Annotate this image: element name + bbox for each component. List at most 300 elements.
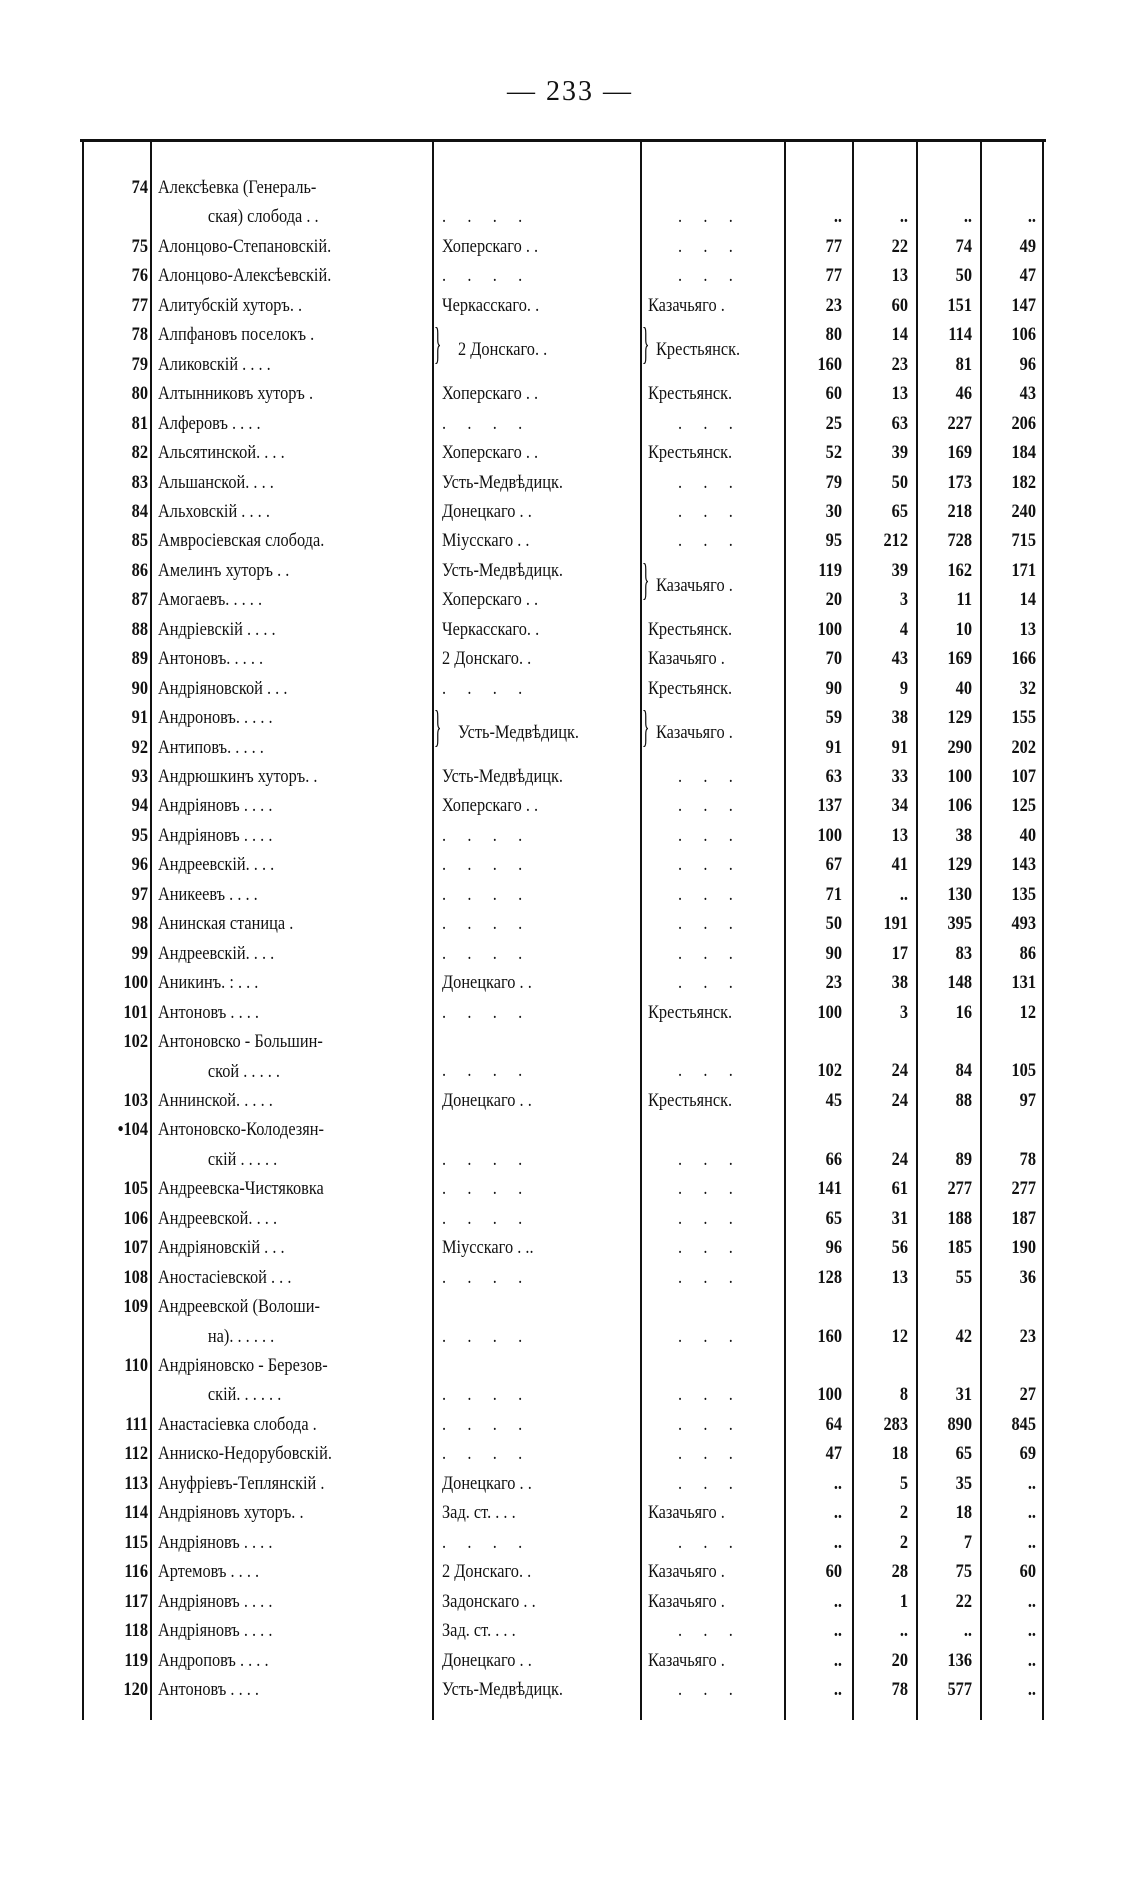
value-col-3: 22 [955, 1590, 972, 1612]
value-col-2: .. [899, 883, 908, 905]
row-number: 77 [131, 294, 148, 316]
value-col-1: 20 [825, 589, 842, 611]
value-col-2: 3 [899, 1001, 908, 1023]
settlement-name [158, 1469, 390, 1498]
value-col-1: 100 [817, 618, 842, 640]
value-col-1: 96 [825, 1237, 842, 1259]
value-col-3: 38 [955, 824, 972, 846]
value-col-3: 577 [947, 1678, 972, 1700]
value-col-2: 212 [883, 530, 908, 552]
row-number: 75 [131, 235, 148, 257]
brace-icon: } [642, 702, 650, 752]
value-col-1: 52 [825, 442, 842, 464]
value-col-2: 18 [891, 1443, 908, 1465]
settlement-name [158, 1351, 390, 1410]
value-col-4: 240 [1011, 500, 1036, 522]
row-number: 118 [124, 1620, 148, 1642]
value-col-3: 100 [947, 766, 972, 787]
value-col-2: 24 [891, 1089, 908, 1111]
district: . . . . [442, 942, 531, 964]
value-col-2: 78 [891, 1678, 908, 1700]
settlement-name-line: Андріяновской . . . [158, 677, 288, 699]
settlement-name [158, 350, 390, 379]
value-col-2: 283 [883, 1413, 908, 1435]
settlement-name [158, 261, 390, 290]
value-col-3: 277 [947, 1178, 972, 1200]
table-row [82, 1675, 1044, 1704]
settlement-name [158, 173, 390, 232]
value-col-3: 136 [947, 1649, 972, 1671]
brace-icon: } [642, 554, 650, 604]
value-col-1: .. [833, 1649, 842, 1671]
table-row [82, 850, 1044, 879]
settlement-name-line: Аннинской. . . . . [158, 1089, 273, 1111]
value-col-3: 7 [963, 1531, 972, 1553]
settlement-name [158, 1086, 390, 1115]
district: . . . . [442, 1443, 531, 1465]
table-row [82, 939, 1044, 968]
district: . . . . [442, 1207, 531, 1229]
settlement-type: Казачьяго . [648, 1561, 725, 1583]
settlement-name-line: Андреевскій. . . . [158, 942, 275, 964]
value-col-2: 31 [891, 1207, 908, 1229]
value-col-2: 8 [899, 1384, 908, 1406]
value-col-1: 64 [825, 1413, 842, 1435]
row-number: 79 [131, 353, 148, 375]
value-col-3: 129 [947, 854, 972, 876]
settlement-type: . . . [678, 471, 742, 493]
settlement-type: Казачьяго . [648, 294, 725, 316]
value-col-1: 91 [825, 736, 842, 758]
settlement-type: . . . [678, 1178, 742, 1200]
value-col-3: 162 [947, 559, 972, 581]
district: . . . . [442, 1060, 531, 1082]
district: . . . . [442, 1001, 531, 1023]
value-col-2: 41 [891, 854, 908, 876]
value-col-3: .. [963, 206, 972, 228]
settlement-name [158, 379, 390, 408]
table-row [82, 644, 1044, 673]
value-col-1: 67 [825, 854, 842, 876]
value-col-4: 845 [1011, 1413, 1036, 1435]
value-col-2: 38 [891, 707, 908, 729]
value-col-4: .. [1027, 1590, 1036, 1612]
settlement-type: . . . [678, 883, 742, 905]
row-number: 80 [131, 383, 148, 405]
settlement-name [158, 1439, 390, 1468]
settlement-name-line: Андріяновъ . . . . [158, 1531, 273, 1553]
value-col-2: 17 [891, 942, 908, 964]
settlement-name [158, 850, 390, 879]
row-number: 106 [123, 1207, 148, 1229]
settlement-type: Крестьянск. [648, 618, 733, 640]
row-number: 92 [131, 736, 148, 758]
table-top-border [80, 139, 1046, 142]
value-col-2: 23 [891, 353, 908, 375]
value-col-1: 119 [818, 559, 842, 581]
settlement-name [158, 909, 390, 938]
settlement-name [158, 526, 390, 555]
table-row [82, 1027, 1044, 1086]
settlement-type: . . . [678, 1266, 742, 1288]
row-number: 99 [131, 942, 148, 964]
table-row [82, 1292, 1044, 1351]
brace-icon: } [434, 702, 442, 752]
row-number: 91 [131, 707, 148, 729]
value-col-1: .. [833, 1502, 842, 1524]
table-row [82, 585, 1044, 614]
settlement-type: . . . [678, 1325, 742, 1347]
district: . . . . [442, 1178, 531, 1200]
settlement-name-line: Аностасіевской . . . [158, 1266, 292, 1288]
settlement-name-line: Андреевскій. . . . [158, 854, 275, 876]
district: Донецкаго . . [442, 1649, 532, 1671]
settlement-name [158, 674, 390, 703]
value-col-3: 35 [955, 1472, 972, 1494]
settlement-type: . . . [678, 1620, 742, 1642]
value-col-1: 80 [825, 324, 842, 346]
settlement-name [158, 703, 390, 732]
value-col-2: 12 [891, 1325, 908, 1347]
table-row [82, 762, 1044, 791]
value-col-1: 65 [825, 1207, 842, 1229]
settlement-name [158, 497, 390, 526]
row-number: 115 [124, 1531, 148, 1553]
district: Усть-Медвѣдицк. [442, 1678, 563, 1700]
row-number: 103 [123, 1089, 148, 1111]
value-col-1: 59 [825, 707, 842, 729]
value-col-3: 395 [947, 913, 972, 935]
value-col-1: 95 [825, 530, 842, 552]
value-col-1: 71 [825, 883, 842, 905]
settlement-name [158, 1174, 390, 1203]
value-col-4: 187 [1011, 1207, 1036, 1229]
value-col-4: 143 [1011, 854, 1036, 876]
settlement-name-line: Альховскій . . . . [158, 500, 270, 522]
district: Усть-Медвѣдицк. [458, 721, 579, 743]
value-col-1: 60 [825, 383, 842, 405]
table-row [82, 1410, 1044, 1439]
table-row [82, 438, 1044, 467]
value-col-2: 34 [891, 795, 908, 817]
settlement-name [158, 1616, 390, 1645]
value-col-3: 114 [948, 324, 972, 346]
district: Черкасскаго. . [442, 618, 540, 640]
value-col-2: 65 [891, 500, 908, 522]
value-col-4: 97 [1019, 1089, 1036, 1111]
settlement-name [158, 1204, 390, 1233]
district: . . . . [442, 206, 531, 228]
value-col-4: 135 [1011, 883, 1036, 905]
row-number: 97 [131, 883, 148, 905]
value-col-1: 77 [825, 265, 842, 287]
row-number: •104 [117, 1119, 148, 1141]
value-col-4: 171 [1011, 559, 1036, 581]
value-col-2: .. [899, 1620, 908, 1642]
value-col-1: 66 [825, 1148, 842, 1170]
settlement-name-line: Анастасіевка слобода . [158, 1413, 317, 1435]
district: Хоперскаго . . [442, 235, 539, 257]
value-col-3: 169 [947, 648, 972, 670]
settlement-name-line: Андреевской (Волоши- [158, 1296, 320, 1318]
value-col-1: .. [833, 1472, 842, 1494]
district: . . . . [442, 883, 531, 905]
district: Черкасскаго. . [442, 294, 540, 316]
settlement-name [158, 1233, 390, 1262]
value-col-4: 715 [1011, 530, 1036, 552]
value-col-3: 890 [947, 1413, 972, 1435]
row-number: 102 [123, 1031, 148, 1053]
row-number: 101 [123, 1001, 148, 1023]
table-row [82, 1557, 1044, 1586]
row-number: 98 [131, 913, 148, 935]
settlement-name-line: скій . . . . . [207, 1148, 278, 1170]
table-row [82, 1086, 1044, 1115]
value-col-4: 166 [1011, 648, 1036, 670]
value-col-3: 88 [955, 1089, 972, 1111]
settlement-name-line: Алитубскій хуторъ. . [158, 294, 303, 316]
row-number: 108 [123, 1266, 148, 1288]
value-col-2: 14 [891, 324, 908, 346]
district: . . . . [442, 1148, 531, 1170]
settlement-name [158, 1292, 390, 1351]
settlement-name [158, 1646, 390, 1675]
settlement-name-line: ской . . . . . [207, 1060, 281, 1082]
settlement-name-line: на). . . . . . [207, 1325, 275, 1347]
value-col-4: 47 [1019, 265, 1036, 287]
settlement-name [158, 1587, 390, 1616]
settlement-name-line: Андроповъ . . . . [158, 1649, 269, 1671]
settlement-name-line: Антиповъ. . . . . [158, 736, 264, 758]
table-row [82, 350, 1044, 379]
value-col-4: 493 [1011, 913, 1036, 935]
table-row [82, 791, 1044, 820]
settlement-type: . . . [678, 1060, 742, 1082]
settlement-name-line: Андріевскій . . . . [158, 618, 276, 640]
settlement-name-line: Антоновъ. . . . . [158, 648, 264, 670]
settlement-name-line: Алонцово-Алексѣевскій. [158, 265, 332, 287]
value-col-4: .. [1027, 1678, 1036, 1700]
row-number: 117 [124, 1590, 148, 1612]
settlement-name-line: Артемовъ . . . . [158, 1561, 260, 1583]
district: . . . . [442, 412, 531, 434]
settlement-name-line: Амогаевъ. . . . . [158, 589, 263, 611]
table-row [82, 1528, 1044, 1557]
value-col-3: 31 [955, 1384, 972, 1406]
value-col-3: 129 [947, 707, 972, 729]
settlement-name-line: Альшанской. . . . [158, 471, 274, 493]
district: . . . . [442, 1531, 531, 1553]
table-row [82, 998, 1044, 1027]
settlement-name-line: Антоновско-Колодезян- [158, 1119, 324, 1141]
value-col-3: 84 [955, 1060, 972, 1082]
value-col-3: 50 [955, 265, 972, 287]
settlement-name [158, 1027, 390, 1086]
settlement-name [158, 1528, 390, 1557]
settlement-name [158, 880, 390, 909]
value-col-1: 100 [817, 824, 842, 846]
value-col-2: 91 [891, 736, 908, 758]
value-col-1: 23 [825, 972, 842, 994]
row-number: 120 [123, 1678, 148, 1700]
settlement-name-line: Амелинъ хуторъ . . [158, 559, 290, 581]
settlement-name [158, 733, 390, 762]
district: . . . . [442, 824, 531, 846]
value-col-4: .. [1027, 1649, 1036, 1671]
value-col-4: 105 [1011, 1060, 1036, 1082]
value-col-3: 106 [947, 795, 972, 817]
settlement-name-line: Алтынниковъ хуторъ . [158, 383, 314, 405]
settlement-type: . . . [678, 265, 742, 287]
value-col-4: 277 [1011, 1178, 1036, 1200]
row-number: 107 [123, 1237, 148, 1259]
value-col-4: 12 [1019, 1001, 1036, 1023]
district: Зад. ст. . . . [442, 1502, 516, 1524]
value-col-1: 30 [825, 500, 842, 522]
value-col-2: 39 [891, 442, 908, 464]
settlement-type: Крестьянск. [648, 383, 733, 405]
settlement-name-line: Андріяновъ . . . . [158, 1620, 273, 1642]
settlement-name-line: ская) слобода . . [207, 206, 319, 228]
value-col-4: .. [1027, 1472, 1036, 1494]
settlement-name-line: Алферовъ . . . . [158, 412, 261, 434]
value-col-1: 160 [817, 353, 842, 375]
value-col-3: 65 [955, 1443, 972, 1465]
value-col-2: 61 [891, 1178, 908, 1200]
settlement-type: . . . [678, 766, 742, 787]
value-col-4: .. [1027, 1620, 1036, 1642]
value-col-3: 16 [955, 1001, 972, 1023]
value-col-3: 40 [955, 677, 972, 699]
settlement-name-line: Аликовскій . . . . [158, 353, 271, 375]
value-col-4: .. [1027, 1502, 1036, 1524]
table-row [82, 291, 1044, 320]
value-col-4: 40 [1019, 824, 1036, 846]
table-row [82, 1587, 1044, 1616]
settlement-name [158, 1557, 390, 1586]
settlement-type: . . . [678, 1148, 742, 1170]
row-number: 109 [123, 1296, 148, 1318]
settlement-name [158, 1115, 390, 1174]
value-col-4: 27 [1019, 1384, 1036, 1406]
value-col-1: 77 [825, 235, 842, 257]
settlement-name-line: Андріяновъ . . . . [158, 824, 273, 846]
district: . . . . [442, 1384, 531, 1406]
settlement-type: . . . [678, 824, 742, 846]
district: . . . . [442, 677, 531, 699]
row-number: 96 [131, 854, 148, 876]
table-row [82, 674, 1044, 703]
settlement-type: Крестьянск. [648, 1001, 733, 1023]
settlement-name [158, 1410, 390, 1439]
settlement-name-line: Андреевска-Чистяковка [158, 1178, 324, 1200]
settlement-type: . . . [678, 942, 742, 964]
settlement-name-line: Андроновъ. . . . . [158, 707, 273, 729]
row-number: 81 [131, 412, 148, 434]
table-row [82, 1646, 1044, 1675]
value-col-1: 25 [825, 412, 842, 434]
value-col-3: 46 [955, 383, 972, 405]
settlement-name [158, 1498, 390, 1527]
table-row [82, 409, 1044, 438]
settlement-name-line: Антоновъ . . . . [158, 1678, 259, 1700]
table-row [82, 497, 1044, 526]
value-col-2: 43 [891, 648, 908, 670]
settlement-name [158, 615, 390, 644]
value-col-4: .. [1027, 206, 1036, 228]
row-number: 112 [124, 1443, 148, 1465]
settlement-type: . . . [678, 412, 742, 434]
settlement-type: . . . [678, 1384, 742, 1406]
table-row [82, 821, 1044, 850]
brace-icon: } [642, 319, 650, 369]
value-col-3: 18 [955, 1502, 972, 1524]
settlement-type: . . . [678, 1443, 742, 1465]
settlement-type: Крестьянск. [648, 677, 733, 699]
district: . . . . [442, 1413, 531, 1435]
settlement-name-line: Алонцово-Степановскій. [158, 235, 332, 257]
settlement-name [158, 468, 390, 497]
table-row [82, 968, 1044, 997]
value-col-1: 141 [817, 1178, 842, 1200]
settlement-name [158, 968, 390, 997]
row-number: 111 [125, 1413, 148, 1435]
settlement-name-line: Антоновско - Большин- [158, 1031, 323, 1053]
row-number: 110 [124, 1355, 148, 1376]
value-col-2: 3 [899, 589, 908, 611]
value-col-3: .. [963, 1620, 972, 1642]
settlement-type: Казачьяго . [648, 1649, 725, 1671]
settlement-name [158, 585, 390, 614]
value-col-4: 23 [1019, 1325, 1036, 1347]
value-col-4: 190 [1011, 1237, 1036, 1259]
value-col-2: 63 [891, 412, 908, 434]
district: Усть-Медвѣдицк. [442, 766, 563, 787]
table-row [82, 733, 1044, 762]
value-col-4: 78 [1019, 1148, 1036, 1170]
settlement-name-line: Альсятинской. . . . [158, 442, 285, 464]
table-row [82, 1498, 1044, 1527]
value-col-2: 22 [891, 235, 908, 257]
value-col-1: .. [833, 1678, 842, 1700]
row-number: 89 [131, 648, 148, 670]
row-number: 113 [124, 1472, 148, 1494]
value-col-4: 131 [1011, 972, 1036, 994]
value-col-3: 227 [947, 412, 972, 434]
value-col-1: 128 [817, 1266, 842, 1288]
table-row [82, 615, 1044, 644]
value-col-4: 86 [1019, 942, 1036, 964]
value-col-1: 79 [825, 471, 842, 493]
settlement-type: . . . [678, 500, 742, 522]
settlement-name-line: Анинская станица . [158, 913, 294, 935]
value-col-1: 70 [825, 648, 842, 670]
settlement-type: Казачьяго . [648, 648, 725, 670]
settlement-type: Казачьяго . [648, 1590, 725, 1612]
value-col-3: 173 [947, 471, 972, 493]
table-row [82, 261, 1044, 290]
table-row [82, 468, 1044, 497]
row-number: 78 [131, 324, 148, 346]
district: Хоперскаго . . [442, 589, 539, 611]
value-col-4: 202 [1011, 736, 1036, 758]
settlement-name-line: Андріяновскій . . . [158, 1237, 285, 1259]
value-col-4: 32 [1019, 677, 1036, 699]
value-col-3: 11 [956, 589, 972, 611]
value-col-3: 169 [947, 442, 972, 464]
table-row [82, 880, 1044, 909]
row-number: 86 [131, 559, 148, 581]
